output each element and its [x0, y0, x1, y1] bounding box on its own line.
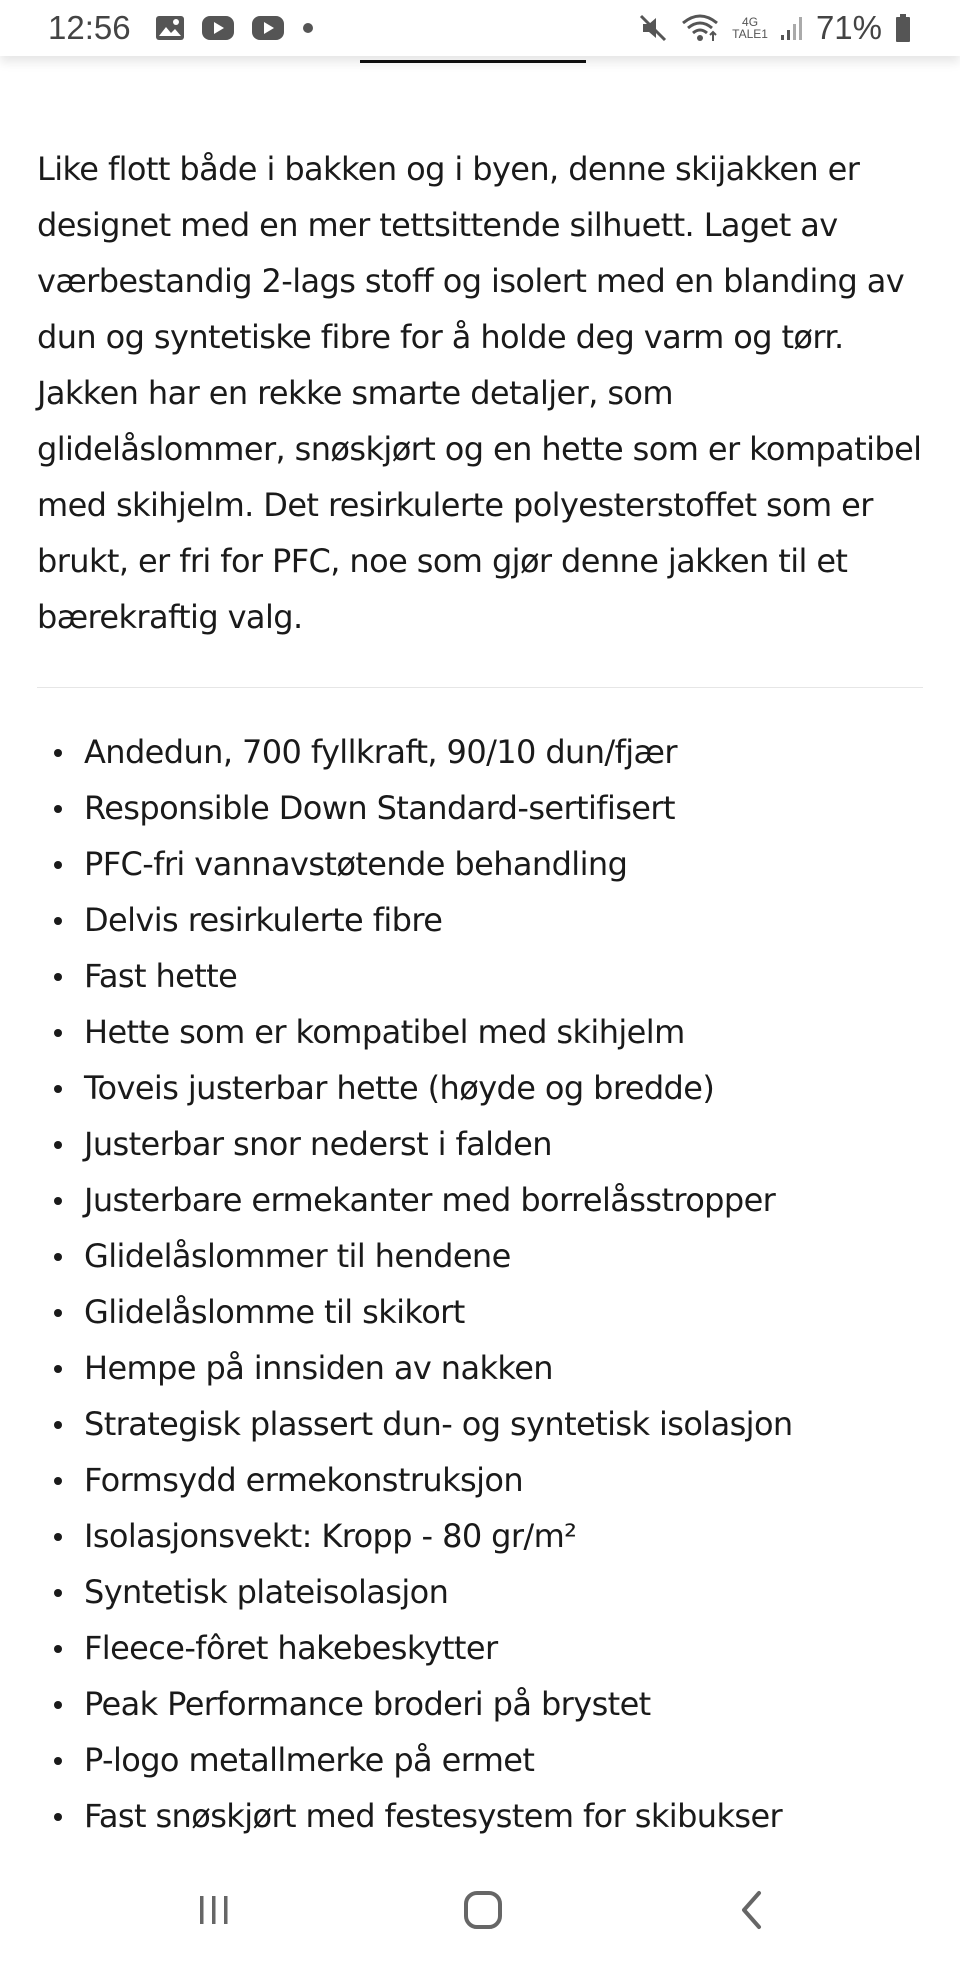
feature-text: Syntetisk plateisolasjon [84, 1573, 449, 1611]
network-bottom-label: TALE1 [732, 27, 768, 41]
youtube-icon [251, 15, 285, 41]
feature-text: Peak Performance broderi på brystet [84, 1685, 651, 1723]
feature-item [0, 1340, 960, 1396]
recents-icon [194, 1890, 234, 1930]
feature-text: P-logo metallmerke på ermet [84, 1741, 535, 1779]
bullet-icon [54, 1197, 62, 1205]
bullet-icon [54, 749, 62, 757]
feature-item [0, 780, 960, 836]
feature-text: Justerbar snor nederst i falden [84, 1125, 552, 1163]
feature-item [0, 1452, 960, 1508]
recents-button[interactable] [174, 1880, 254, 1940]
network-type-label [732, 16, 768, 40]
feature-item [0, 892, 960, 948]
battery-percent: 71% [815, 9, 882, 46]
home-button[interactable] [443, 1880, 523, 1940]
feature-text: Hette som er kompatibel med skihjelm [84, 1013, 685, 1051]
feature-text: Glidelåslomme til skikort [84, 1293, 465, 1331]
dot-icon [301, 21, 315, 35]
status-bar-left [48, 8, 315, 48]
feature-text: Delvis resirkulerte fibre [84, 901, 443, 939]
bullet-icon [54, 1029, 62, 1037]
back-icon [732, 1888, 772, 1932]
feature-item [0, 1732, 960, 1788]
status-bar [0, 0, 960, 56]
feature-text: Strategisk plassert dun- og syntetisk isolasjon [84, 1405, 793, 1443]
mute-icon [638, 13, 668, 43]
bullet-icon [54, 1421, 62, 1429]
feature-text: Fast snøskjørt med festesystem for skibukser [84, 1797, 783, 1835]
feature-item [0, 1676, 960, 1732]
bullet-icon [54, 805, 62, 813]
feature-item [0, 948, 960, 1004]
feature-item [0, 1396, 960, 1452]
bullet-icon [54, 1477, 62, 1485]
bullet-icon [54, 1589, 62, 1597]
feature-item [0, 1060, 960, 1116]
bullet-icon [54, 973, 62, 981]
feature-text: Fast hette [84, 957, 238, 995]
feature-item [0, 1172, 960, 1228]
bullet-icon [54, 1701, 62, 1709]
signal-icon [780, 15, 804, 41]
back-button[interactable] [712, 1880, 792, 1940]
bullet-icon [54, 1085, 62, 1093]
image-icon [155, 15, 185, 41]
feature-text: Hempe på innsiden av nakken [84, 1349, 553, 1387]
product-description: Like flott både i bakken og i byen, denne skijakken er designet med en mer tettsittende silhuett. Laget av værbestandig 2-lags stoff og isolert med en blanding av dun og syntetiske fibre for å holde deg varm og tørr. Jakken har en rekke smarte detaljer, som glidelåslommer, snøskjørt og en hette som er kompatibel med skihjelm. Det resirkulerte polyesterstoffet som er brukt, er fri for PFC, noe som gjør denne jakken til et bærekraftig valg. [37, 150, 922, 636]
bullet-icon [54, 1253, 62, 1261]
status-clock: 12:56 [48, 9, 131, 46]
feature-item [0, 1564, 960, 1620]
section-divider [37, 687, 923, 688]
bullet-icon [54, 1141, 62, 1149]
bullet-icon [54, 1813, 62, 1821]
feature-text: Andedun, 700 fyllkraft, 90/10 dun/fjær [84, 733, 677, 771]
bullet-icon [54, 1309, 62, 1317]
feature-text: Fleece-fôret hakebeskytter [84, 1629, 498, 1667]
feature-text: PFC-fri vannavstøtende behandling [84, 845, 628, 883]
feature-item [0, 1788, 960, 1844]
feature-text: Justerbare ermekanter med borrelåsstropper [84, 1181, 776, 1219]
feature-item [0, 724, 960, 780]
bullet-icon [54, 861, 62, 869]
battery-icon [894, 13, 912, 43]
navigation-bar [0, 1862, 960, 1973]
feature-text: Responsible Down Standard-sertifisert [84, 789, 675, 827]
feature-text: Isolasjonsvekt: Kropp - 80 gr/m² [84, 1517, 577, 1555]
home-icon [461, 1888, 505, 1932]
feature-item [0, 1004, 960, 1060]
feature-text: Glidelåslommer til hendene [84, 1237, 511, 1275]
bullet-icon [54, 1533, 62, 1541]
feature-list [0, 724, 960, 1844]
feature-item [0, 836, 960, 892]
status-bar-right [638, 8, 912, 48]
bullet-icon [54, 1365, 62, 1373]
feature-text: Formsydd ermekonstruksjon [84, 1461, 524, 1499]
bullet-icon [54, 1645, 62, 1653]
feature-item [0, 1116, 960, 1172]
feature-item [0, 1284, 960, 1340]
feature-item [0, 1508, 960, 1564]
feature-item [0, 1620, 960, 1676]
bullet-icon [54, 917, 62, 925]
youtube-icon [201, 15, 235, 41]
bullet-icon [54, 1757, 62, 1765]
feature-text: Toveis justerbar hette (høyde og bredde) [84, 1069, 715, 1107]
wifi-icon [680, 13, 720, 43]
feature-item [0, 1228, 960, 1284]
network-top-label: 4G [742, 15, 759, 29]
